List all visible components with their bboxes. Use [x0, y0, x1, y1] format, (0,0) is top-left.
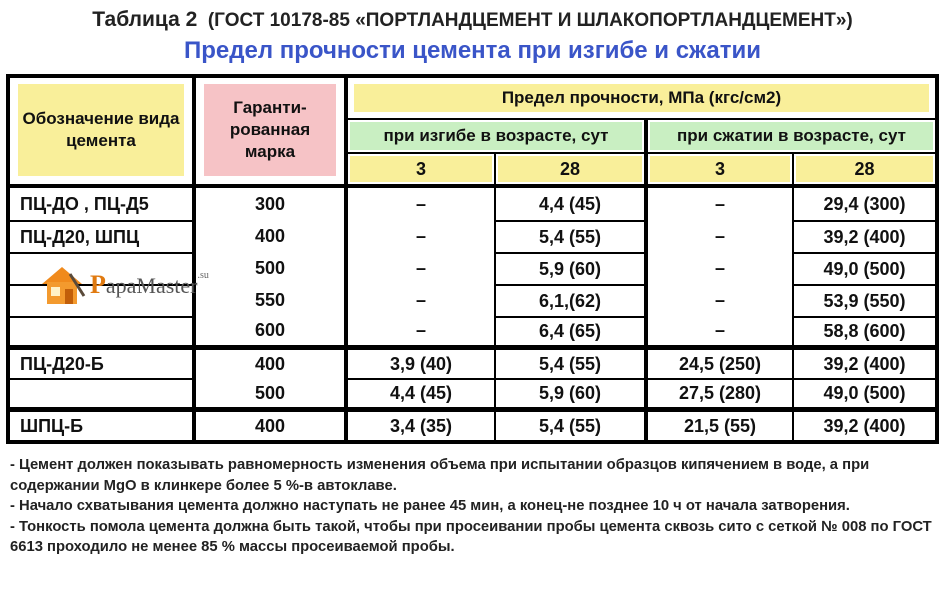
- bending-28-cell: 5,9 (60): [496, 254, 644, 284]
- compression-28-cell: 58,8 (600): [794, 318, 935, 345]
- grade-cell: 600: [254, 320, 286, 340]
- footnote: - Цемент должен показывать равномерность изменения объема при испытании образцов кипячением в воде, а при содержании MgO в клинкере более 5 %-в автоклаве.: [10, 457, 870, 494]
- compression-28-cell: 29,4 (300): [794, 188, 935, 220]
- standard-reference: (ГОСТ 10178-85 «ПОРТЛАНДЦЕМЕНТ И ШЛАКОПОРТЛАНДЦЕМЕНТ»): [207, 10, 853, 31]
- compression-3-cell: –: [714, 289, 725, 310]
- bending-28-cell: 5,4 (55): [496, 350, 644, 378]
- compression-3-cell: 21,5 (55): [648, 412, 792, 440]
- cement-type-cell: ПЦ-ДО , ПЦ-Д5: [10, 188, 192, 220]
- table-caption: [0, 8, 945, 32]
- grade-cell: 300: [254, 193, 286, 214]
- grade-cell: 550: [254, 289, 286, 310]
- page-title: Предел прочности цемента при изгибе и сжатии: [184, 37, 761, 64]
- bending-3-cell: –: [415, 289, 426, 310]
- bending-28-cell: 5,4 (55): [496, 222, 644, 252]
- header-compression: при сжатии в возрасте, сут: [650, 122, 933, 150]
- header-strength: Предел прочности, МПа (кгс/см2): [354, 84, 929, 112]
- bending-3-cell: –: [415, 257, 426, 278]
- bending-3-cell: 3,4 (35): [348, 412, 494, 440]
- header-bending: при изгибе в возрасте, сут: [350, 122, 642, 150]
- header-cement-type: Обозначение вида цемента: [18, 84, 184, 176]
- compression-3-cell: –: [714, 257, 725, 278]
- bending-28-cell: 6,1,(62): [496, 286, 644, 316]
- compression-28-cell: 39,2 (400): [794, 412, 935, 440]
- header-bending-28: 28: [498, 156, 642, 182]
- compression-28-cell: 49,0 (500): [794, 254, 935, 284]
- footnote: - Начало схватывания цемента должно наступать не ранее 45 мин, а конец-не позднее 10 ч от начала затворения.: [10, 498, 850, 514]
- compression-3-cell: –: [714, 320, 725, 340]
- bending-3-cell: –: [415, 193, 426, 214]
- compression-3-cell: –: [714, 225, 725, 246]
- compression-28-cell: 53,9 (550): [794, 286, 935, 316]
- compression-28-cell: 39,2 (400): [794, 222, 935, 252]
- bending-3-cell: –: [415, 320, 426, 340]
- bending-28-cell: 5,4 (55): [496, 412, 644, 440]
- grade-cell: 400: [196, 412, 344, 440]
- grade-cell: 400: [254, 225, 286, 246]
- grade-cell: 400: [254, 354, 286, 374]
- header-compression-3: 3: [650, 156, 790, 182]
- papamaster-logo: [40, 262, 209, 308]
- house-logo-icon: [40, 264, 86, 306]
- compression-3-cell: 24,5 (250): [648, 350, 792, 378]
- cement-type-cell: ПЦ-Д20, ШПЦ: [10, 222, 192, 252]
- logo-text: PapaMaster$^{.su}$: [90, 270, 209, 299]
- header-grade: Гаранти-рованная марка: [204, 84, 336, 176]
- compression-3-cell: 27,5 (280): [648, 380, 792, 407]
- cement-type-cell: ШПЦ-Б: [10, 412, 192, 440]
- compression-28-cell: 49,0 (500): [794, 380, 935, 407]
- grade-cell: 500: [254, 382, 286, 403]
- bending-28-cell: 5,9 (60): [496, 380, 644, 407]
- table-number: Таблица 2: [92, 8, 198, 31]
- footnotes: [10, 455, 935, 558]
- compression-3-cell: –: [714, 193, 725, 214]
- strength-table: [6, 74, 939, 444]
- compression-28-cell: 39,2 (400): [794, 350, 935, 378]
- footnote: - Тонкость помола цемента должна быть такой, чтобы при просеивании пробы цемента сквозь сито с сеткой № 008 по ГОСТ 6613 проходило не менее 85 % массы просеиваемой пробы.: [10, 518, 932, 555]
- bending-3-cell: 4,4 (45): [348, 380, 494, 407]
- bending-3-cell: 3,9 (40): [348, 350, 494, 378]
- header-compression-28: 28: [796, 156, 933, 182]
- bending-28-cell: 6,4 (65): [496, 318, 644, 345]
- header-bending-3: 3: [350, 156, 492, 182]
- bending-28-cell: 4,4 (45): [496, 188, 644, 220]
- grade-cell: 500: [254, 257, 286, 278]
- cement-type-cell: ПЦ-Д20-Б: [10, 350, 192, 378]
- bending-3-cell: –: [415, 225, 426, 246]
